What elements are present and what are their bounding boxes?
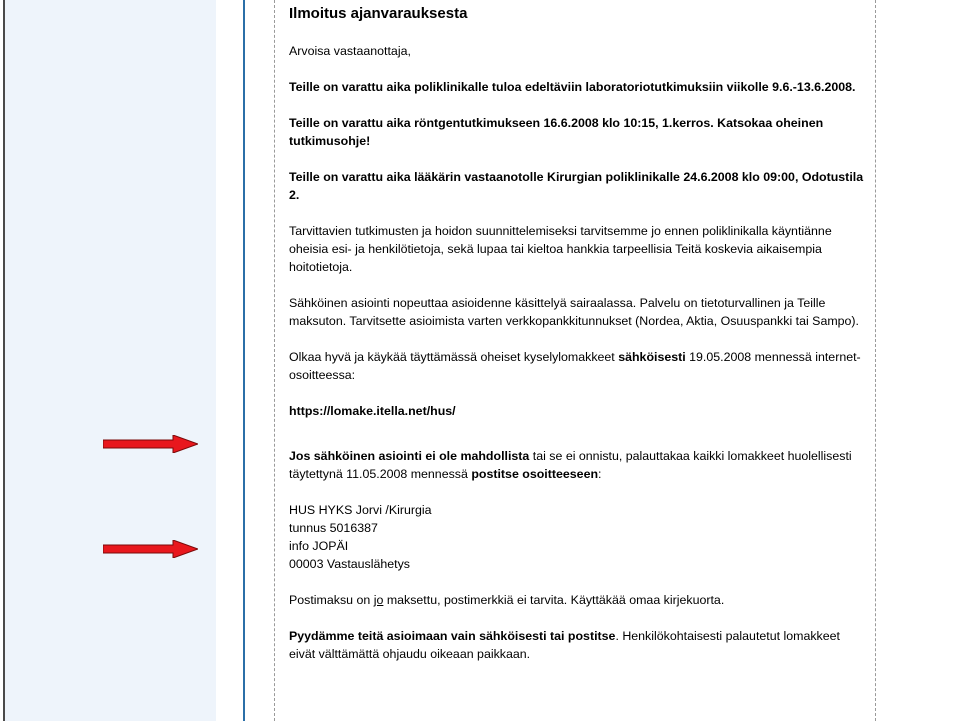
request-bold: sähköisesti: [618, 350, 686, 364]
paragraph-postage: [289, 591, 864, 609]
panel-divider-line: [243, 0, 245, 721]
address-line: tunnus 5016387: [289, 521, 378, 535]
postage-underlined: jo: [373, 593, 384, 607]
postage-text: Postimaksu on: [289, 593, 374, 607]
request-text: Olkaa hyvä ja käykää täyttämässä oheiset kyselylomakkeet: [289, 350, 619, 364]
paragraph-closing: [289, 627, 864, 663]
appointment-lab: Teille on varattu aika poliklinikalle tuloa edeltäviin laboratoriotutkimuksiin viikolle 9.6.-13.6.2008.: [289, 80, 856, 94]
arrow-right-icon: [103, 540, 198, 558]
fallback-bold: Jos sähköinen asiointi ei ole mahdollista: [289, 449, 530, 463]
appointment-doctor: Teille on varattu aika lääkärin vastaanotolle Kirurgian poliklinikalle 24.6.2008 klo 09:00, Odotustila 2.: [289, 170, 864, 202]
form-url[interactable]: https://lomake.itella.net/hus/: [289, 404, 456, 418]
arrow-right-icon: [103, 435, 198, 453]
left-panel: [5, 0, 216, 721]
fallback-bold-address: postitse osoitteeseen: [471, 467, 599, 481]
address-line: 00003 Vastauslähetys: [289, 557, 411, 571]
closing-text: . Henkilökohtaisesti palautetut lomakkeet eivät välttämättä ohjaudu oikeaan paikkaan.: [289, 629, 840, 661]
fallback-text: tai se ei onnistu, palauttakaa kaikki lomakkeet huolellisesti täytettynä 11.05.2008 mennessä: [289, 449, 852, 481]
appointment-xray: Teille on varattu aika röntgentutkimukseen 16.6.2008 klo 10:15, 1.kerros. Katsokaa oheinen tutkimusohje!: [289, 116, 824, 148]
paragraph-request: [289, 348, 864, 384]
address-line: HUS HYKS Jorvi /Kirurgia: [289, 503, 432, 517]
letter-document: [289, 5, 864, 663]
closing-bold: Pyydämme teitä asioimaan vain sähköisesti tai postitse: [289, 629, 616, 643]
paragraph-fallback: [289, 447, 864, 483]
paragraph-info: Tarvittavien tutkimusten ja hoidon suunnittelemiseksi tarvitsemme jo ennen poliklinikalla käyntiänne oheisia esi- ja henkilötietoja, sekä lupaa tai kieltoa hankkia tarpeellisia Teitä koskevia aikaisempia hoitotietoja.: [289, 224, 832, 274]
request-text-end: 19.05.2008 mennessä internet-osoitteessa:: [289, 350, 861, 382]
document-border-left: [274, 0, 275, 721]
postage-text-end: maksettu, postimerkkiä ei tarvita. Käyttäkää omaa kirjekuorta.: [383, 593, 725, 607]
fallback-end: :: [598, 467, 602, 481]
postal-address: [289, 501, 864, 573]
greeting: Arvoisa vastaanottaja,: [289, 44, 411, 58]
paragraph-electronic: Sähköinen asiointi nopeuttaa asioidenne käsittelyä sairaalassa. Palvelu on tietoturvallinen ja Teille maksuton. Tarvitsette asioimista varten verkkopankkitunnukset (Nordea, Aktia, Osuuspankki tai Sampo).: [289, 296, 860, 328]
address-line: info JOPÄI: [289, 539, 349, 553]
document-border-right: [875, 0, 876, 721]
document-title: Ilmoitus ajanvarauksesta: [289, 5, 468, 22]
